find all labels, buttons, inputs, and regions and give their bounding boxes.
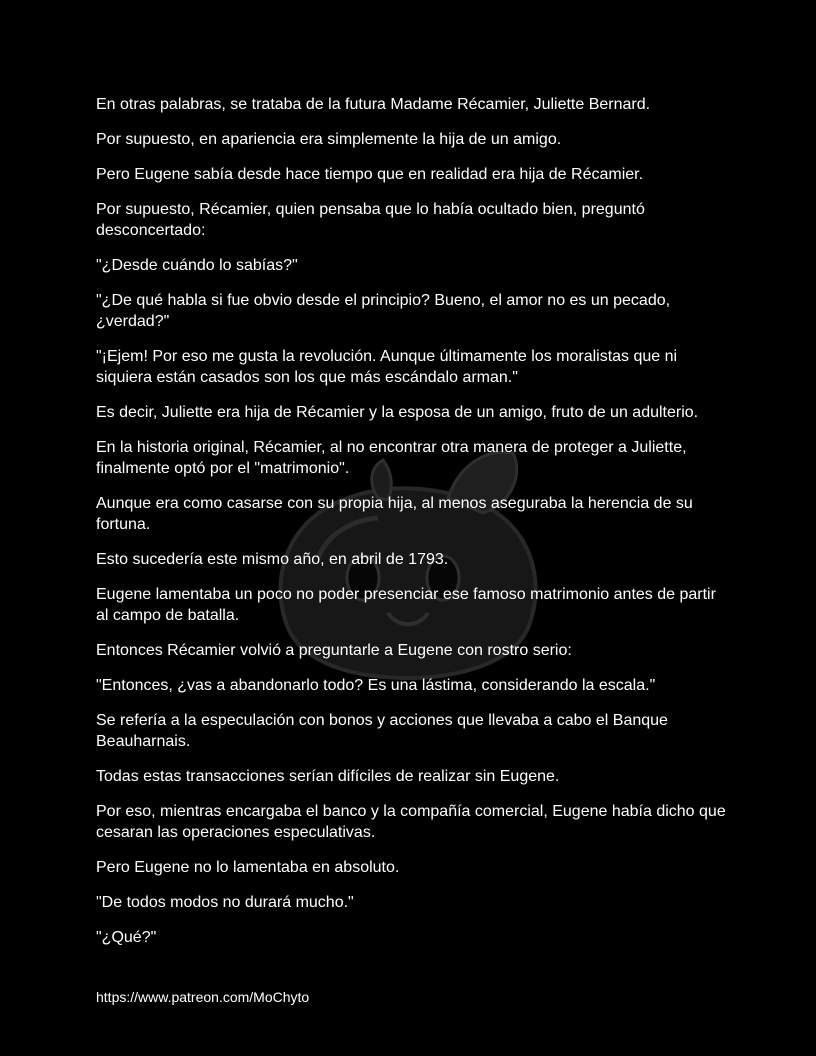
paragraph: "Entonces, ¿vas a abandonarlo todo? Es una lástima, considerando la escala."	[96, 677, 656, 694]
paragraph: "¿Desde cuándo lo sabías?"	[96, 257, 298, 274]
paragraph: "¿De qué habla si fue obvio desde el principio? Bueno, el amor no es un pecado, ¿verdad?"	[96, 292, 671, 330]
paragraph: Por eso, mientras encargaba el banco y la compañía comercial, Eugene había dicho que cesaran las operaciones especulativas.	[96, 803, 726, 841]
paragraph: "¿Qué?"	[96, 929, 157, 946]
paragraph: Entonces Récamier volvió a preguntarle a Eugene con rostro serio:	[96, 642, 572, 659]
paragraph: Pero Eugene sabía desde hace tiempo que en realidad era hija de Récamier.	[96, 166, 644, 183]
paragraph: "De todos modos no durará mucho."	[96, 894, 354, 911]
paragraph: Se refería a la especulación con bonos y acciones que llevaba a cabo el Banque Beauharnais.	[96, 712, 668, 750]
paragraph: Esto sucedería este mismo año, en abril de 1793.	[96, 551, 449, 568]
patreon-link[interactable]: https://www.patreon.com/MoChyto	[96, 989, 310, 1005]
paragraph: Por supuesto, Récamier, quien pensaba que lo había ocultado bien, preguntó desconcertado:	[96, 201, 645, 239]
paragraph: Eugene lamentaba un poco no poder presenciar ese famoso matrimonio antes de partir al campo de batalla.	[96, 586, 716, 624]
paragraph: Aunque era como casarse con su propia hija, al menos aseguraba la herencia de su fortuna.	[96, 495, 693, 533]
paragraph: Pero Eugene no lo lamentaba en absoluto.	[96, 859, 400, 876]
paragraph: En otras palabras, se trataba de la futura Madame Récamier, Juliette Bernard.	[96, 96, 651, 113]
paragraph: En la historia original, Récamier, al no encontrar otra manera de proteger a Juliette, finalmente optó por el "matrimonio".	[96, 439, 687, 477]
document-body	[96, 94, 726, 962]
paragraph: "¡Ejem! Por eso me gusta la revolución. Aunque últimamente los moralistas que ni siquiera están casados son los que más escándalo arman."	[96, 348, 678, 386]
paragraph: Es decir, Juliette era hija de Récamier y la esposa de un amigo, fruto de un adulterio.	[96, 404, 699, 421]
paragraph: Por supuesto, en apariencia era simplemente la hija de un amigo.	[96, 131, 562, 148]
paragraph: Todas estas transacciones serían difíciles de realizar sin Eugene.	[96, 768, 560, 785]
